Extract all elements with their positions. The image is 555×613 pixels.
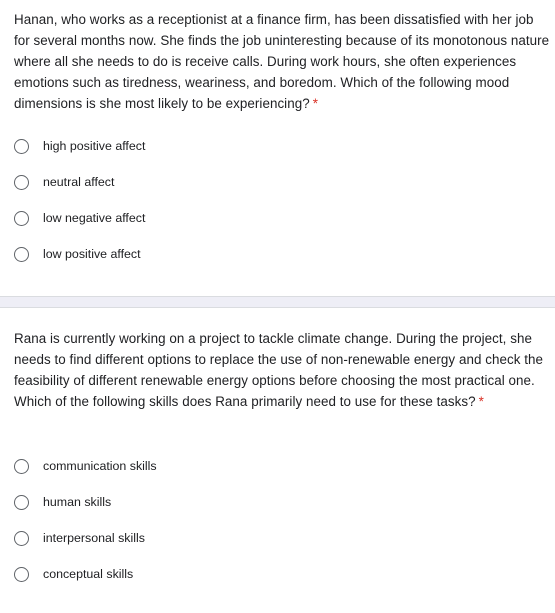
- radio-button[interactable]: [14, 459, 29, 474]
- radio-button[interactable]: [14, 139, 29, 154]
- radio-button[interactable]: [14, 211, 29, 226]
- option-label[interactable]: conceptual skills: [43, 567, 134, 581]
- question-card-1: [0, 0, 555, 296]
- option-label[interactable]: low positive affect: [43, 247, 141, 261]
- radio-option-communication-skills[interactable]: [14, 456, 157, 476]
- radio-option-high-positive-affect[interactable]: [14, 136, 145, 156]
- option-label[interactable]: high positive affect: [43, 139, 146, 153]
- radio-option-low-positive-affect[interactable]: [14, 244, 141, 264]
- question-text: [14, 9, 550, 114]
- question-card-2: [0, 308, 555, 613]
- option-label[interactable]: neutral affect: [43, 175, 115, 189]
- required-asterisk: *: [312, 96, 318, 111]
- radio-option-neutral-affect[interactable]: [14, 172, 114, 192]
- radio-option-low-negative-affect[interactable]: [14, 208, 145, 228]
- radio-button[interactable]: [14, 247, 29, 262]
- required-asterisk: *: [478, 394, 484, 409]
- option-label[interactable]: human skills: [43, 495, 112, 509]
- option-label[interactable]: low negative affect: [43, 211, 146, 225]
- radio-option-human-skills[interactable]: [14, 492, 111, 512]
- question-text: [14, 328, 550, 412]
- section-separator: [0, 296, 555, 308]
- radio-option-conceptual-skills[interactable]: [14, 564, 133, 584]
- radio-button[interactable]: [14, 531, 29, 546]
- question-text-body: Rana is currently working on a project to tackle climate change. During the project, she needs to find different options to replace the use of non-renewable energy and check the feasibility of different renewable energy options before choosing the most practical one. Which of the following skills does Rana primarily need to use for these tasks?: [14, 331, 543, 409]
- radio-button[interactable]: [14, 567, 29, 582]
- radio-button[interactable]: [14, 175, 29, 190]
- radio-option-interpersonal-skills[interactable]: [14, 528, 145, 548]
- option-label[interactable]: interpersonal skills: [43, 531, 145, 545]
- option-label[interactable]: communication skills: [43, 459, 157, 473]
- radio-button[interactable]: [14, 495, 29, 510]
- question-text-body: Hanan, who works as a receptionist at a finance firm, has been dissatisfied with her job for several months now. She finds the job uninteresting because of its monotonous nature where all she needs to do is receive calls. During work hours, she often experiences emotions such as tiredness, weariness, and boredom. Which of the following mood dimensions is she most likely to be experiencing?: [14, 12, 550, 111]
